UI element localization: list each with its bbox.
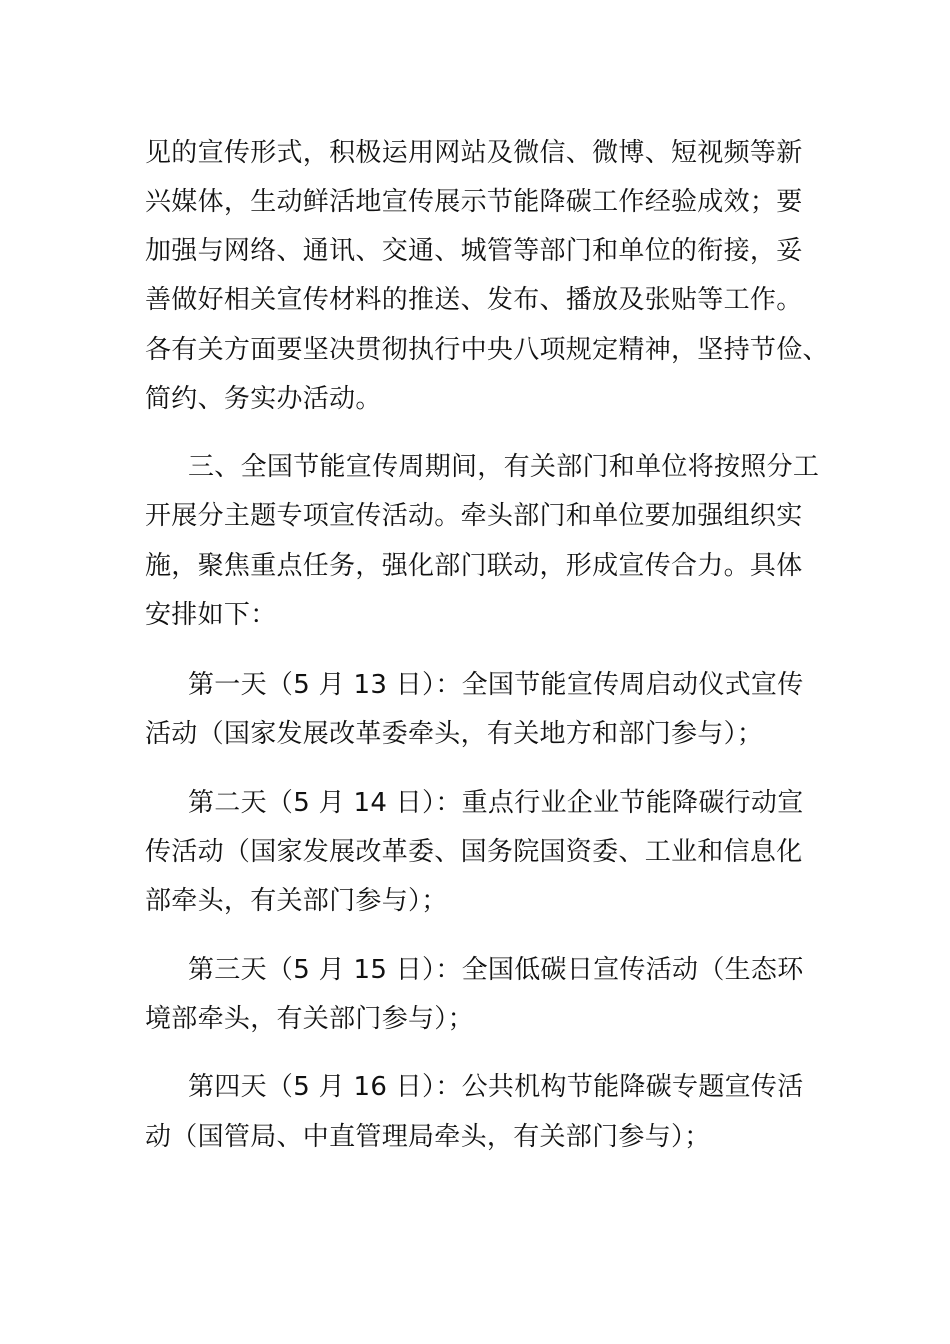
paragraph-line: 见的宣传形式，积极运用网站及微信、微博、短视频等新 bbox=[145, 138, 803, 168]
paragraph-line: 部牵头，有关部门参与）； bbox=[145, 886, 448, 916]
schedule-day-1: 第一天（5 月 13 日）：全国节能宣传周启动仪式宣传 bbox=[188, 670, 804, 700]
paragraph-line: 兴媒体，生动鲜活地宣传展示节能降碳工作经验成效；要 bbox=[145, 187, 803, 217]
paragraph-line: 各有关方面要坚决贯彻执行中央八项规定精神，坚持节俭、 bbox=[145, 335, 829, 365]
paragraph-line: 安排如下： bbox=[145, 600, 277, 630]
paragraph-line: 施，聚焦重点任务，强化部门联动，形成宣传合力。具体 bbox=[145, 551, 803, 581]
paragraph-line: 境部牵头，有关部门参与）； bbox=[145, 1004, 474, 1034]
paragraph-line: 善做好相关宣传材料的推送、发布、播放及张贴等工作。 bbox=[145, 285, 803, 315]
schedule-day-3: 第三天（5 月 15 日）：全国低碳日宣传活动（生态环 bbox=[188, 955, 804, 985]
paragraph-line: 开展分主题专项宣传活动。牵头部门和单位要加强组织实 bbox=[145, 501, 803, 531]
schedule-day-4: 第四天（5 月 16 日）：公共机构节能降碳专题宣传活 bbox=[188, 1072, 804, 1102]
paragraph-line: 三、全国节能宣传周期间，有关部门和单位将按照分工 bbox=[188, 452, 820, 482]
paragraph-line: 简约、务实办活动。 bbox=[145, 384, 382, 414]
paragraph-line: 加强与网络、通讯、交通、城管等部门和单位的衔接，妥 bbox=[145, 236, 803, 266]
schedule-day-2: 第二天（5 月 14 日）：重点行业企业节能降碳行动宣 bbox=[188, 788, 804, 818]
paragraph-line: 活动（国家发展改革委牵头，有关地方和部门参与）； bbox=[145, 719, 764, 749]
paragraph-line: 动（国管局、中直管理局牵头，有关部门参与）； bbox=[145, 1122, 711, 1152]
paragraph-line: 传活动（国家发展改革委、国务院国资委、工业和信息化 bbox=[145, 837, 803, 867]
